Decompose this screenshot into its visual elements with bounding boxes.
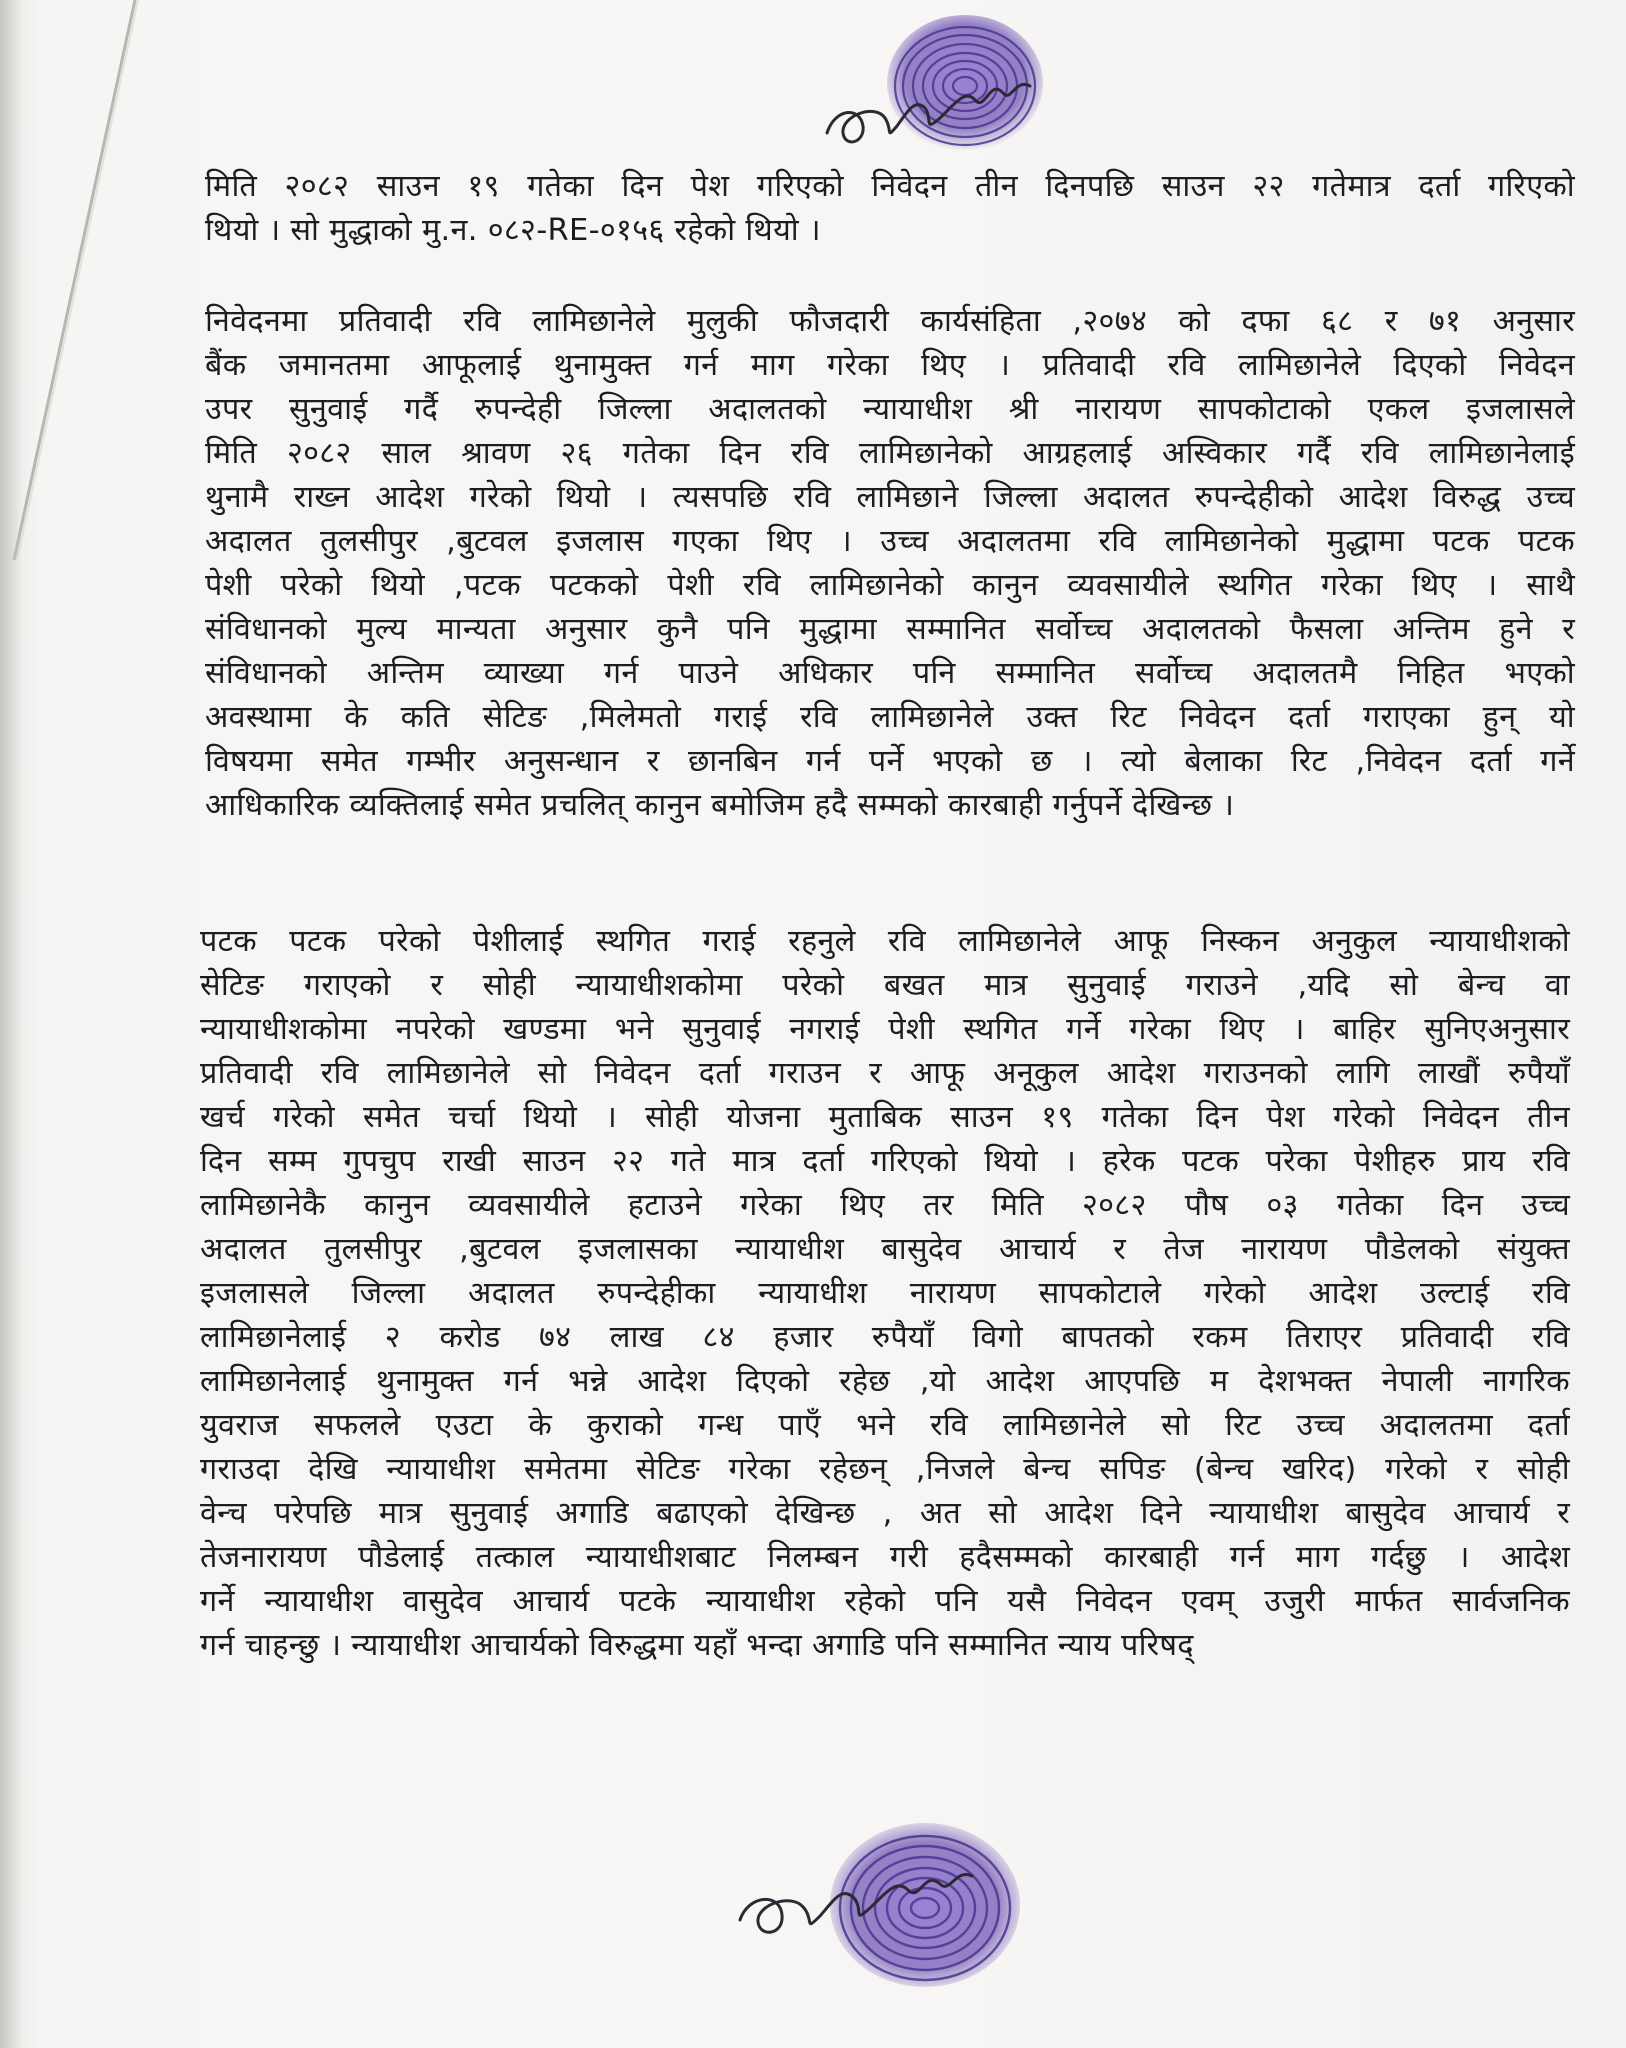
text-line: मिति २०८२ साउन १९ गतेका दिन पेश गरिएको निवेदन तीन दिनपछि साउन २२ गतेमात्र दर्ता गरिएको	[205, 169, 1575, 204]
text-line: पेशी परेको थियो ,पटक पटकको पेशी रवि लामिछानेको कानुन व्यवसायीले स्थगित गरेका थिए । साथै	[205, 568, 1575, 603]
binding-shadow	[0, 0, 22, 2048]
paragraph-1	[205, 165, 1575, 253]
text-line: उपर सुनुवाई गर्दै रुपन्देही जिल्ला अदालतको न्यायाधीश श्री नारायण सापकोटाको एकल इजलासले	[205, 392, 1575, 427]
text-line: अवस्थामा के कति सेटिङ ,मिलेमतो गराई रवि लामिछानेले उक्त रिट निवेदन दर्ता गराएका हुन् यो	[205, 700, 1575, 735]
text-line: मिति २०८२ साल श्रावण २६ गतेका दिन रवि लामिछानेको आग्रहलाई अस्विकार गर्दै रवि लामिछानेलाई	[205, 436, 1575, 471]
text-line: विषयमा समेत गम्भीर अनुसन्धान र छानबिन गर्न पर्ने भएको छ । त्यो बेलाका रिट ,निवेदन दर्ता गर्ने	[205, 744, 1575, 779]
text-line: खर्च गरेको समेत चर्चा थियो । सोही योजना मुताबिक साउन १९ गतेका दिन पेश गरेको निवेदन तीन	[200, 1100, 1570, 1135]
text-line: थियो । सो मुद्धाको मु.न. ०८२-RE-०१५६ रहेको थियो ।	[205, 213, 821, 248]
text-line: सेटिङ गराएको र सोही न्यायाधीशकोमा परेको बखत मात्र सुनुवाई गराउने ,यदि सो बेन्च वा	[200, 968, 1570, 1003]
thumbprint-signature-bottom	[730, 1800, 1050, 2000]
text-line: संविधानको अन्तिम व्याख्या गर्न पाउने अधिकार पनि सम्मानित सर्वोच्च अदालतमै निहित भएको	[205, 656, 1575, 691]
text-line: गर्न चाहन्छु । न्यायाधीश आचार्यको विरुद्धमा यहाँ भन्दा अगाडि पनि सम्मानित न्याय परिषद्	[200, 1628, 1194, 1663]
page-edge-crease	[0, 0, 150, 2048]
text-line: आधिकारिक व्यक्तिलाई समेत प्रचलित् कानुन बमोजिम हदै सम्मको कारबाही गर्नुपर्ने देखिन्छ ।	[205, 788, 1235, 823]
text-line: संविधानको मुल्य मान्यता अनुसार कुनै पनि मुद्धामा सम्मानित सर्वोच्च अदालतको फैसला अन्तिम हुने र	[205, 612, 1575, 647]
text-line: थुनामै राख्न आदेश गरेको थियो । त्यसपछि रवि लामिछाने जिल्ला अदालत रुपन्देहीको आदेश विरुद्ध उच्च	[205, 480, 1575, 515]
text-line: गर्ने न्यायाधीश वासुदेव आचार्य पटके न्यायाधीश रहेको पनि यसै निवेदन एवम् उजुरी मार्फत सार्वजनिक	[200, 1584, 1570, 1619]
text-line: लामिछानेकै कानुन व्यवसायीले हटाउने गरेका थिए तर मिति २०८२ पौष ०३ गतेका दिन उच्च	[200, 1188, 1570, 1223]
text-line: इजलासले जिल्ला अदालत रुपन्देहीका न्यायाधीश नारायण सापकोटाले गरेको आदेश उल्टाई रवि	[200, 1276, 1570, 1311]
paragraph-3	[200, 920, 1570, 1668]
text-line: पटक पटक परेको पेशीलाई स्थगित गराई रहनुले रवि लामिछानेले आफू निस्कन अनुकुल न्यायाधीशको	[200, 924, 1570, 959]
text-line: दिन सम्म गुपचुप राखी साउन २२ गते मात्र दर्ता गरिएको थियो । हरेक पटक परेका पेशीहरु प्राय रवि	[200, 1144, 1570, 1179]
text-line: बैंक जमानतमा आफूलाई थुनामुक्त गर्न माग गरेका थिए । प्रतिवादी रवि लामिछानेले दिएको निवेदन	[205, 348, 1575, 383]
text-line: वेन्च परेपछि मात्र सुनुवाई अगाडि बढाएको देखिन्छ , अत सो आदेश दिने न्यायाधीश बासुदेव आचार्य र	[200, 1496, 1570, 1531]
text-line: अदालत तुलसीपुर ,बुटवल इजलासका न्यायाधीश बासुदेव आचार्य र तेज नारायण पौडेलको संयुक्त	[200, 1232, 1570, 1267]
thumbprint-signature-top	[815, 8, 1065, 178]
text-line: गराउदा देखि न्यायाधीश समेतमा सेटिङ गरेका रहेछन् ,निजले बेन्च सपिङ (बेन्च खरिद) गरेको र सोही	[200, 1452, 1570, 1487]
paragraph-2	[205, 300, 1575, 828]
text-line: प्रतिवादी रवि लामिछानेले सो निवेदन दर्ता गराउन र आफू अनूकुल आदेश गराउनको लागि लाखौं रुपैयाँ	[200, 1056, 1570, 1091]
text-line: अदालत तुलसीपुर ,बुटवल इजलास गएका थिए । उच्च अदालतमा रवि लामिछानेको मुद्धामा पटक पटक	[205, 524, 1575, 559]
text-line: न्यायाधीशकोमा नपरेको खण्डमा भने सुनुवाई नगराई पेशी स्थगित गर्ने गरेका थिए । बाहिर सुनिएअनुसार	[200, 1012, 1570, 1047]
text-line: युवराज सफलले एउटा के कुराको गन्ध पाएँ भने रवि लामिछानेले सो रिट उच्च अदालतमा दर्ता	[200, 1408, 1570, 1443]
text-line: लामिछानेलाई २ करोड ७४ लाख ८४ हजार रुपैयाँ विगो बापतको रकम तिराएर प्रतिवादी रवि	[200, 1320, 1570, 1355]
text-line: निवेदनमा प्रतिवादी रवि लामिछानेले मुलुकी फौजदारी कार्यसंहिता ,२०७४ को दफा ६८ र ७१ अनुसार	[205, 304, 1575, 339]
text-line: लामिछानेलाई थुनामुक्त गर्न भन्ने आदेश दिएको रहेछ ,यो आदेश आएपछि म देशभक्त नेपाली नागरिक	[200, 1364, 1570, 1399]
text-line: तेजनारायण पौडेलाई तत्काल न्यायाधीशबाट निलम्बन गरी हदैसम्मको कारबाही गर्न माग गर्दछु । आदेश	[200, 1540, 1570, 1575]
